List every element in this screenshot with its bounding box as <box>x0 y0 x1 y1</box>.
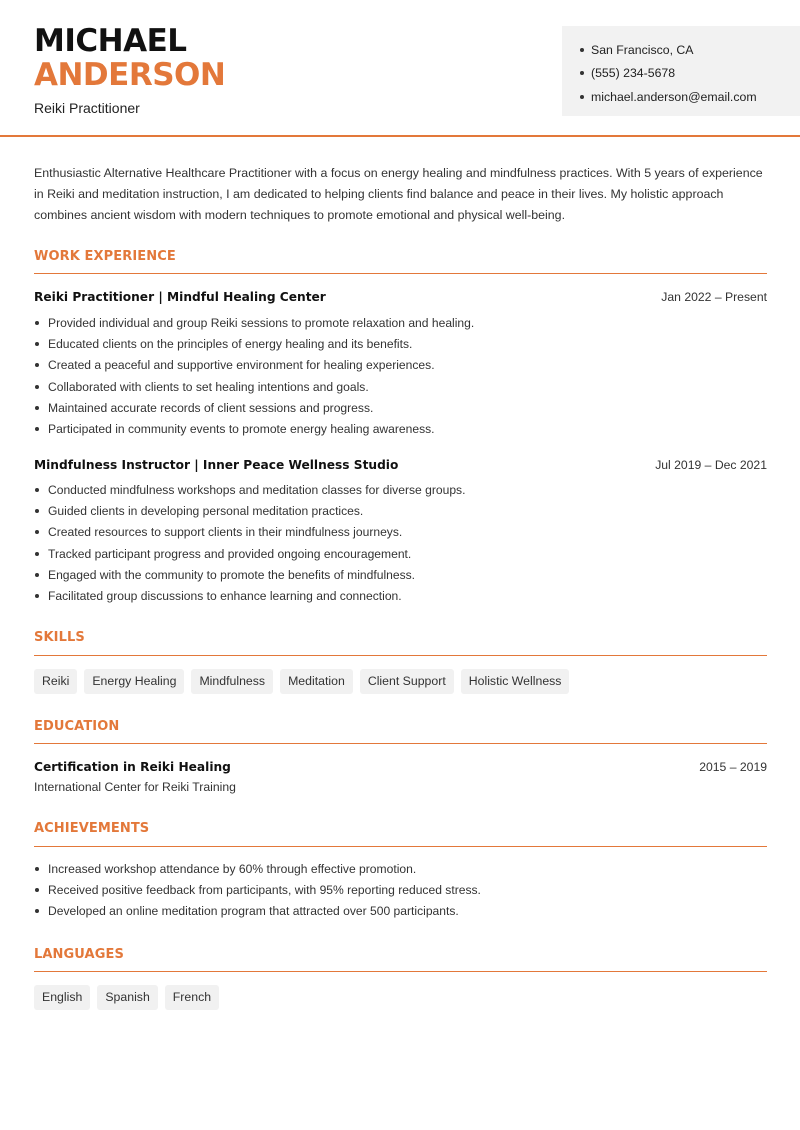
list-item-text: Created a peaceful and supportive environment for healing experiences. <box>48 358 435 373</box>
bullet-icon <box>35 509 39 513</box>
job-role: Reiki Practitioner <box>34 100 140 116</box>
section-divider <box>34 971 767 972</box>
bullet-icon <box>35 594 39 598</box>
section-divider <box>34 655 767 656</box>
tag-chip: Mindfulness <box>191 669 273 694</box>
bullet-icon <box>35 552 39 556</box>
list-item-text: Guided clients in developing personal meditation practices. <box>48 503 364 518</box>
list-item <box>34 355 767 376</box>
list-item <box>34 522 767 543</box>
section-title-education: EDUCATION <box>34 719 120 734</box>
contact-location: San Francisco, CA <box>580 38 800 62</box>
bullet-icon <box>580 71 584 75</box>
job-dates: Jan 2022 – Present <box>661 290 767 304</box>
job-bullets <box>34 312 767 440</box>
list-item-text: Educated clients on the principles of energy healing and its benefits. <box>48 336 413 351</box>
list-item-text: Collaborated with clients to set healing intentions and goals. <box>48 379 369 394</box>
bullet-icon <box>35 488 39 492</box>
tag-chip: Client Support <box>360 669 454 694</box>
bullet-icon <box>35 385 39 389</box>
bullet-icon <box>35 406 39 410</box>
candidate-name <box>34 24 225 92</box>
list-item-text: Maintained accurate records of client sessions and progress. <box>48 400 374 415</box>
section-divider <box>34 846 767 847</box>
tag-chip: Reiki <box>34 669 77 694</box>
list-item-text: Engaged with the community to promote the benefits of mindfulness. <box>48 567 416 582</box>
job-heading: Mindfulness Instructor | Inner Peace Wellness Studio <box>34 458 399 472</box>
list-item-text: Created resources to support clients in their mindfulness journeys. <box>48 525 403 540</box>
list-item <box>34 397 767 418</box>
list-item <box>34 418 767 439</box>
summary-paragraph: Enthusiastic Alternative Healthcare Practitioner with a focus on energy healing and mindfulness practices. With 5 years of experience in Reiki and meditation instruction, I am dedicated to helping clients find balance and peace in their lives. My holistic approach combines ancient wisdom with modern techniques to promote emotional and physical well-being. <box>34 166 763 222</box>
tag-chip: Holistic Wellness <box>461 669 570 694</box>
education-school: International Center for Reiki Training <box>34 780 236 794</box>
bullet-icon <box>35 909 39 913</box>
bullet-icon <box>35 321 39 325</box>
section-title-skills: SKILLS <box>34 630 85 645</box>
last-name: ANDERSON <box>34 57 226 93</box>
section-title-languages: LANGUAGES <box>34 947 124 962</box>
bullet-icon <box>580 95 584 99</box>
bullet-icon <box>580 48 584 52</box>
list-item <box>34 500 767 521</box>
job-dates: Jul 2019 – Dec 2021 <box>655 458 767 472</box>
list-item <box>34 879 767 900</box>
list-item-text: Developed an online meditation program that attracted over 500 participants. <box>48 904 459 919</box>
education-degree: Certification in Reiki Healing <box>34 760 231 774</box>
list-item-text: Tracked participant progress and provided ongoing encouragement. <box>48 546 412 561</box>
job-heading: Reiki Practitioner | Mindful Healing Center <box>34 290 326 304</box>
list-item-text: Facilitated group discussions to enhance learning and connection. <box>48 589 402 604</box>
section-divider <box>34 743 767 744</box>
tag-chip: Energy Healing <box>84 669 184 694</box>
section-title-work: WORK EXPERIENCE <box>34 249 176 264</box>
list-item <box>34 543 767 564</box>
bullet-icon <box>35 530 39 534</box>
bullet-icon <box>35 867 39 871</box>
list-item <box>34 376 767 397</box>
list-item <box>34 585 767 606</box>
achievement-bullets <box>34 858 767 922</box>
list-item-text: Increased workshop attendance by 60% through effective promotion. <box>48 861 417 876</box>
contact-box <box>562 26 800 116</box>
resume-header <box>0 0 800 137</box>
list-item <box>34 564 767 585</box>
languages-list <box>34 985 219 1010</box>
list-item-text: Received positive feedback from participants, with 95% reporting reduced stress. <box>48 882 481 897</box>
list-item <box>34 901 767 922</box>
section-divider <box>34 273 767 274</box>
tag-chip: English <box>34 985 90 1010</box>
list-item <box>34 479 767 500</box>
list-item <box>34 312 767 333</box>
section-title-achievements: ACHIEVEMENTS <box>34 821 150 836</box>
bullet-icon <box>35 342 39 346</box>
list-item-text: Conducted mindfulness workshops and meditation classes for diverse groups. <box>48 482 466 497</box>
contact-phone: (555) 234-5678 <box>580 62 800 86</box>
bullet-icon <box>35 573 39 577</box>
contact-email: michael.anderson@email.com <box>580 85 800 109</box>
first-name: MICHAEL <box>34 23 187 59</box>
education-dates: 2015 – 2019 <box>699 760 767 774</box>
tag-chip: Spanish <box>97 985 157 1010</box>
bullet-icon <box>35 888 39 892</box>
tag-chip: French <box>165 985 219 1010</box>
list-item <box>34 858 767 879</box>
skills-list <box>34 669 569 694</box>
list-item-text: Participated in community events to promote energy healing awareness. <box>48 422 435 437</box>
bullet-icon <box>35 363 39 367</box>
list-item <box>34 333 767 354</box>
job-bullets <box>34 479 767 607</box>
tag-chip: Meditation <box>280 669 353 694</box>
bullet-icon <box>35 427 39 431</box>
list-item-text: Provided individual and group Reiki sessions to promote relaxation and healing. <box>48 315 475 330</box>
